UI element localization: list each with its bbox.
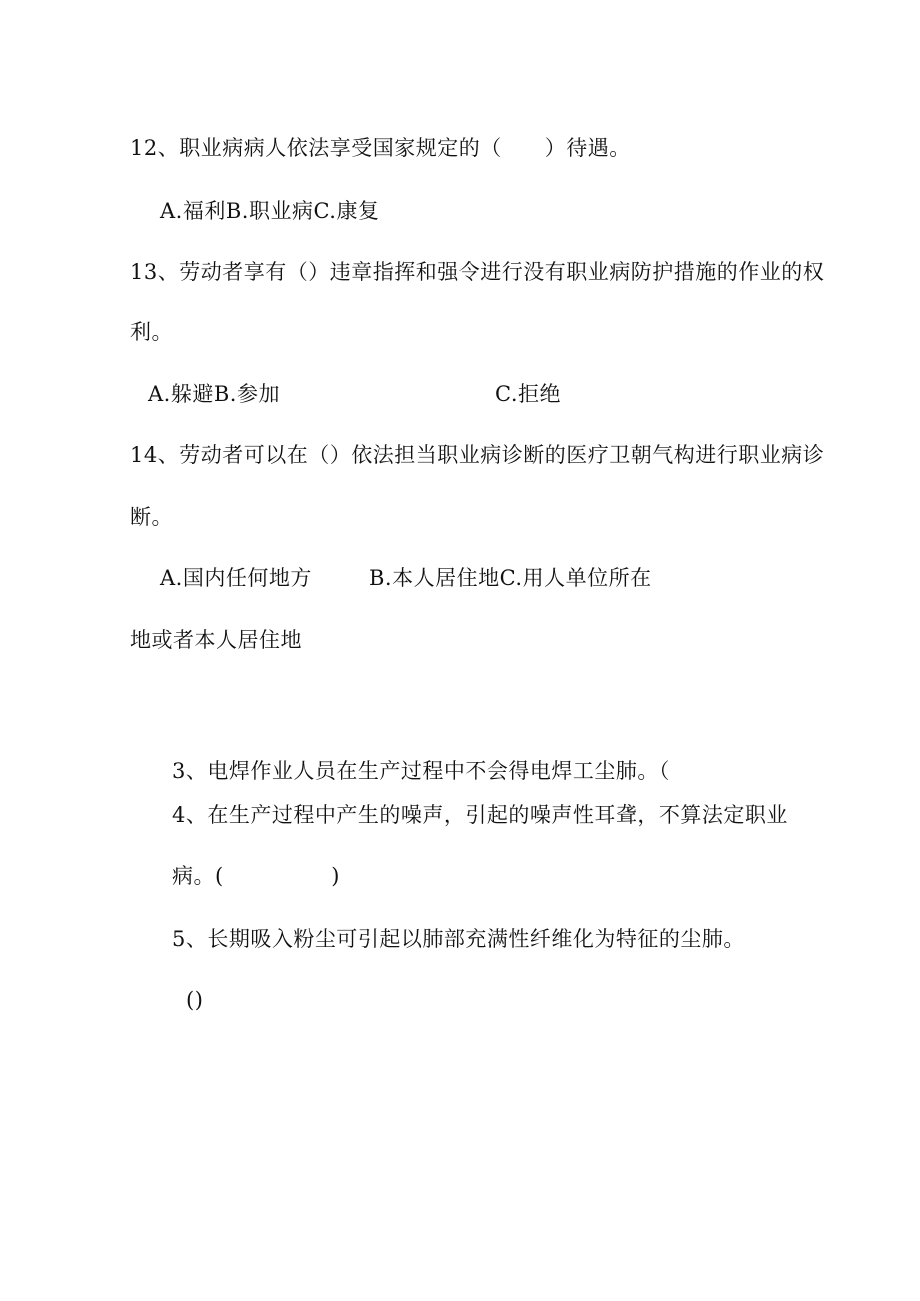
judgment-5-text: 5、长期吸入粉尘可引起以肺部充满性纤维化为特征的尘肺。 xyxy=(172,927,745,951)
question-14-text-line2: 断。 xyxy=(130,505,173,529)
question-14-options-bc: B.本人居住地C.用人单位所在 xyxy=(369,566,652,590)
question-13-text-line2: 利。 xyxy=(130,320,173,344)
question-12-text: 12、职业病病人依法享受国家规定的（ ）待遇。 xyxy=(130,136,631,160)
judgment-5-paren: () xyxy=(186,988,204,1012)
judgment-3-text: 3、电焊作业人员在生产过程中不会得电焊工尘肺。（ xyxy=(172,759,670,783)
question-14-option-c-cont: 地或者本人居住地 xyxy=(130,628,302,652)
question-13-options-ab: A.躲避B.参加 xyxy=(148,382,280,406)
question-14-text-line1: 14、劳动者可以在（）依法担当职业病诊断的医疗卫朝气构进行职业病诊 xyxy=(130,443,825,467)
question-12-options: A.福利B.职业病C.康复 xyxy=(160,199,380,223)
question-13-text-line1: 13、劳动者享有（）违章指挥和强令进行没有职业病防护措施的作业的权 xyxy=(130,260,825,284)
judgment-4-text-line1: 4、在生产过程中产生的噪声，引起的噪声性耳聋，不算法定职业 xyxy=(172,803,788,827)
question-14-option-a: A.国内任何地方 xyxy=(160,566,312,590)
question-13-option-c: C.拒绝 xyxy=(495,382,561,406)
judgment-4-text-line2: 病。( ) xyxy=(172,864,340,888)
